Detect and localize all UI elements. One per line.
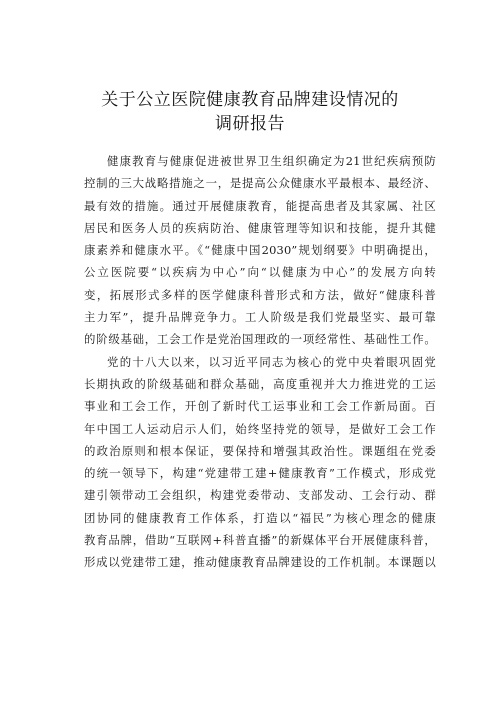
paragraph-1-line: 居民和医务人员的疾病防治、健康管理等知识和技能，提升其健 xyxy=(84,220,436,235)
paragraph-2-line: 的政治原则和根本保证，要保持和增强其政治性。课题组在党委 xyxy=(84,443,436,458)
paragraph-1-line: 公立医院要“以疾病为中心”向“以健康为中心”的发展方向转 xyxy=(84,265,436,280)
paragraph-2-line: 年中国工人运动启示人们，始终坚持党的领导，是做好工会工作 xyxy=(84,421,436,436)
paragraph-1-line: 控制的三大战略措施之一，是提高公众健康水平最根本、最经济、 xyxy=(84,176,436,191)
paragraph-1-line: 健康教育与健康促进被世界卫生组织确定为21世纪疾病预防 xyxy=(107,154,436,168)
paragraph-2-line: 长期执政的阶级基础和群众基础，高度重视并大力推进党的工运 xyxy=(84,376,436,391)
paragraph-1-line: 变，拓展形式多样的医学健康科普形式和方法，做好“健康科普 xyxy=(84,287,436,302)
document-title-line-1: 关于公立医院健康教育品牌建设情况的 xyxy=(101,90,399,110)
paragraph-2-line: 的统一领导下，构建“党建带工建+健康教育”工作模式，形成党 xyxy=(84,466,436,481)
paragraph-2-line: 形成以党建带工建，推动健康教育品牌建设的工作机制。本课题以 xyxy=(84,555,436,570)
paragraph-1-line: 的阶级基础，工会工作是党治国理政的一项经常性、基础性工作。 xyxy=(84,332,436,347)
paragraph-2-line: 团协同的健康教育工作体系，打造以“福民”为核心理念的健康 xyxy=(84,510,436,525)
paragraph-2-line: 党的十八大以来，以习近平同志为核心的党中央着眼巩固党 xyxy=(107,354,436,369)
paragraph-1-line: 主力军”，提升品牌竞争力。工人阶级是我们党最坚实、最可靠 xyxy=(84,310,436,325)
document-title-line-2: 调研报告 xyxy=(215,114,285,134)
paragraph-1-line: 最有效的措施。通过开展健康教育，能提高患者及其家属、社区 xyxy=(84,198,436,213)
document-body xyxy=(84,150,436,574)
paragraph-2-line: 教育品牌，借助“互联网+科普直播”的新媒体平台开展健康科普， xyxy=(84,533,436,548)
paragraph-2-line: 事业和工会工作，开创了新时代工运事业和工会工作新局面。百 xyxy=(84,399,436,414)
paragraph-2-line: 建引领带动工会组织，构建党委带动、支部发动、工会行动、群 xyxy=(84,488,436,503)
paragraph-1-line: 康素养和健康水平。《“健康中国2030”规划纲要》中明确提出， xyxy=(84,243,436,258)
